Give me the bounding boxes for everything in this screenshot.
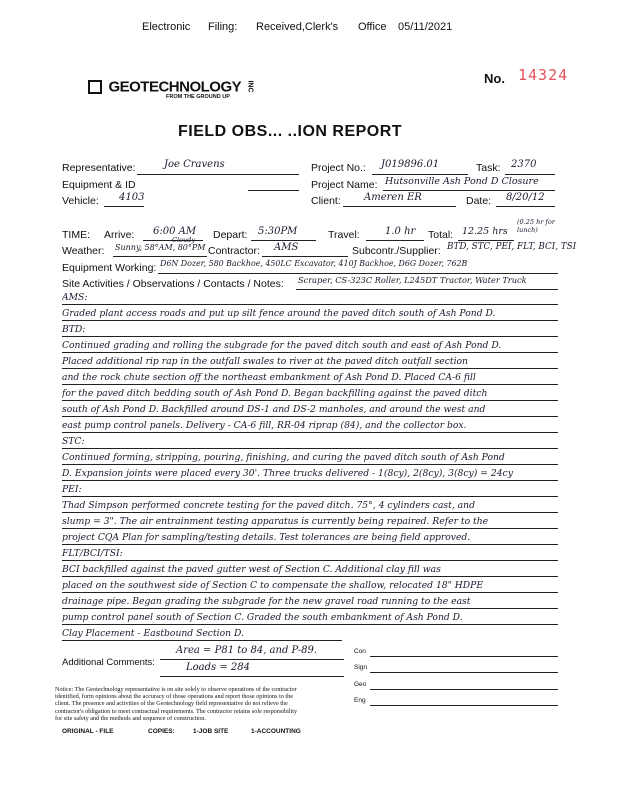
notice-line: Notice: The Geotechnology representative is on site solely to observe operations of the contractor bbox=[55, 686, 297, 693]
subcontr-label: Subcontr./Supplier: bbox=[352, 245, 441, 257]
logo-tagline: FROM THE GROUND UP bbox=[166, 94, 230, 100]
project-name-label: Project Name: bbox=[311, 179, 378, 191]
filing-word-2: Filing: bbox=[208, 21, 238, 33]
notice-line: identified, form opinions about the accuracy of those operations and report those opinions to the bbox=[55, 693, 293, 701]
contractor-label: Contractor: bbox=[208, 245, 260, 257]
date-label: Date: bbox=[466, 195, 492, 207]
task-label: Task: bbox=[476, 162, 501, 174]
representative-value: Joe Cravens bbox=[164, 159, 225, 170]
note-line: drainage pipe. Began grading the subgrade for the new gravel road running to the east bbox=[62, 595, 558, 609]
vehicle-value: 4103 bbox=[119, 192, 145, 203]
weather-note: Cloudy bbox=[172, 236, 195, 244]
report-number: 14324 bbox=[518, 66, 569, 84]
task-value: 2370 bbox=[511, 159, 537, 170]
notice-line: client. The presence and activities of the Geotechnology field representative do not relieve the bbox=[55, 700, 288, 708]
travel-value: 1.0 hr bbox=[385, 226, 416, 237]
equipment-working-label: Equipment Working: bbox=[62, 262, 157, 274]
representative-label: Representative: bbox=[62, 162, 136, 174]
footer-accounting: 1-ACCOUNTING bbox=[251, 728, 301, 735]
note-line: FLT/BCI/TSI: bbox=[62, 547, 558, 561]
weather-value: Sunny, 58°AM, 80°PM bbox=[115, 243, 206, 252]
total-value: 12.25 hrs bbox=[462, 226, 508, 237]
side-label-eng: Eng bbox=[354, 697, 366, 704]
logo-suffix: INC bbox=[246, 80, 254, 93]
arrive-label: Arrive: bbox=[104, 229, 135, 241]
note-line: south of Ash Pond D. Backfilled around DS-1 and DS-2 manholes, and around the west and bbox=[62, 403, 558, 417]
site-activities-first: Scraper, CS-323C Roller, L245DT Tractor, Water Truck bbox=[298, 275, 527, 285]
notice-line: for site safety and the methods and sequence of construction. bbox=[55, 714, 206, 722]
note-line: and the rock chute section off the northeast embankment of Ash Pond D. Placed CA-6 fill bbox=[62, 371, 558, 385]
project-no-label: Project No.: bbox=[311, 162, 366, 174]
footer-original: ORIGINAL - FILE bbox=[62, 728, 114, 735]
time-label: TIME: bbox=[62, 229, 90, 241]
note-line: PEI: bbox=[62, 483, 558, 497]
additional-line-1: Area = P81 to 84, and P-89. bbox=[176, 645, 317, 656]
note-line: STC: bbox=[62, 435, 558, 449]
client-label: Client: bbox=[311, 195, 341, 207]
note-line: D. Expansion joints were placed every 30'. Three trucks delivered - 1(8cy), 2(8cy), 3(8cy) = 24cy bbox=[62, 467, 558, 481]
note-line: BCI backfilled against the paved gutter west of Section C. Additional clay fill was bbox=[62, 563, 558, 577]
contractor-value: AMS bbox=[274, 242, 299, 253]
note-line: Continued grading and rolling the subgrade for the paved ditch south and east of Ash Pond D. bbox=[62, 339, 558, 353]
weather-label: Weather: bbox=[62, 245, 105, 257]
note-line: east pump control panels. Delivery - CA-6 fill, RR-04 riprap (84), and the collector box. bbox=[62, 419, 558, 433]
note-line: slump = 3". The air entrainment testing apparatus is currently being repaired. Refer to the bbox=[62, 515, 558, 529]
note-line: project CQA Plan for sampling/testing details. Test tolerances are being field approved. bbox=[62, 531, 558, 545]
additional-comments-label: Additional Comments: bbox=[62, 657, 155, 668]
filing-word-1: Electronic bbox=[142, 21, 191, 33]
date-value: 8/20/12 bbox=[506, 192, 545, 203]
side-label-con: Con bbox=[354, 648, 366, 655]
note-line: Continued forming, stripping, pouring, finishing, and curing the paved ditch south of Ash Pond bbox=[62, 451, 558, 465]
total-label: Total: bbox=[428, 229, 454, 241]
note-line: pump control panel south of Section C. Graded the south embankment of Ash Pond D. bbox=[62, 611, 558, 625]
logo-name: GEOTECHNOLOGY bbox=[108, 78, 242, 96]
note-line: Thad Simpson performed concrete testing for the paved ditch. 75°, 4 cylinders cast, and bbox=[62, 499, 558, 513]
depart-label: Depart: bbox=[213, 229, 248, 241]
note-line: for the paved ditch bedding south of Ash Pond D. Began backfilling against the paved ditch bbox=[62, 387, 558, 401]
notice-line: contractor's obligation to meet contractual requirements. The contractor retains sole responsibility bbox=[55, 707, 298, 715]
filing-word-4: Office bbox=[358, 21, 387, 33]
notice-block bbox=[55, 686, 297, 722]
filing-date: 05/11/2021 bbox=[398, 21, 453, 33]
total-note: (0.25 hr for lunch) bbox=[517, 218, 555, 234]
note-line: Placed additional rip rap in the outfall swales to river at the paved ditch outfall section bbox=[62, 355, 558, 369]
site-activities-label: Site Activities / Observations / Contacts / Notes: bbox=[62, 278, 284, 290]
project-no-value: J019896.01 bbox=[381, 159, 440, 170]
vehicle-label: Vehicle: bbox=[62, 195, 99, 207]
equipment-id-label: Equipment & ID bbox=[62, 179, 136, 191]
company-logo bbox=[88, 78, 256, 100]
note-line: BTD: bbox=[62, 323, 558, 337]
footer-copies: COPIES: bbox=[148, 728, 175, 735]
side-label-sign: Sign bbox=[354, 664, 368, 671]
project-name-value: Hutsonville Ash Pond D Closure bbox=[385, 176, 539, 187]
report-no-label: No. bbox=[484, 71, 505, 86]
client-value: Ameren ER bbox=[364, 192, 422, 203]
depart-value: 5:30PM bbox=[258, 226, 298, 237]
note-line: placed on the southwest side of Section C to compensate the shallow, relocated 18" HDPE bbox=[62, 579, 558, 593]
note-line: AMS: bbox=[62, 291, 558, 305]
subcontr-value: BTD, STC, PEI, FLT, BCI, TSI bbox=[447, 242, 577, 252]
note-line: Graded plant access roads and put up silt fence around the paved ditch south of Ash Pond D. bbox=[62, 307, 558, 321]
footer-job-site: 1-JOB SITE bbox=[193, 728, 229, 735]
side-label-geo: Geo bbox=[354, 681, 367, 688]
travel-label: Travel: bbox=[328, 229, 360, 241]
additional-line-2: Loads = 284 bbox=[186, 662, 250, 673]
report-title: FIELD OBS... ..ION REPORT bbox=[178, 123, 403, 140]
logo-icon bbox=[88, 80, 102, 94]
filing-word-3: Received,Clerk's bbox=[256, 21, 339, 33]
arrive-value: 6:00 AM bbox=[153, 226, 197, 237]
note-line: Clay Placement - Eastbound Section D. bbox=[62, 627, 342, 641]
equipment-working-value: D6N Dozer, 580 Backhoe, 450LC Excavator, 410J Backhoe, D6G Dozer, 762B bbox=[160, 259, 468, 268]
